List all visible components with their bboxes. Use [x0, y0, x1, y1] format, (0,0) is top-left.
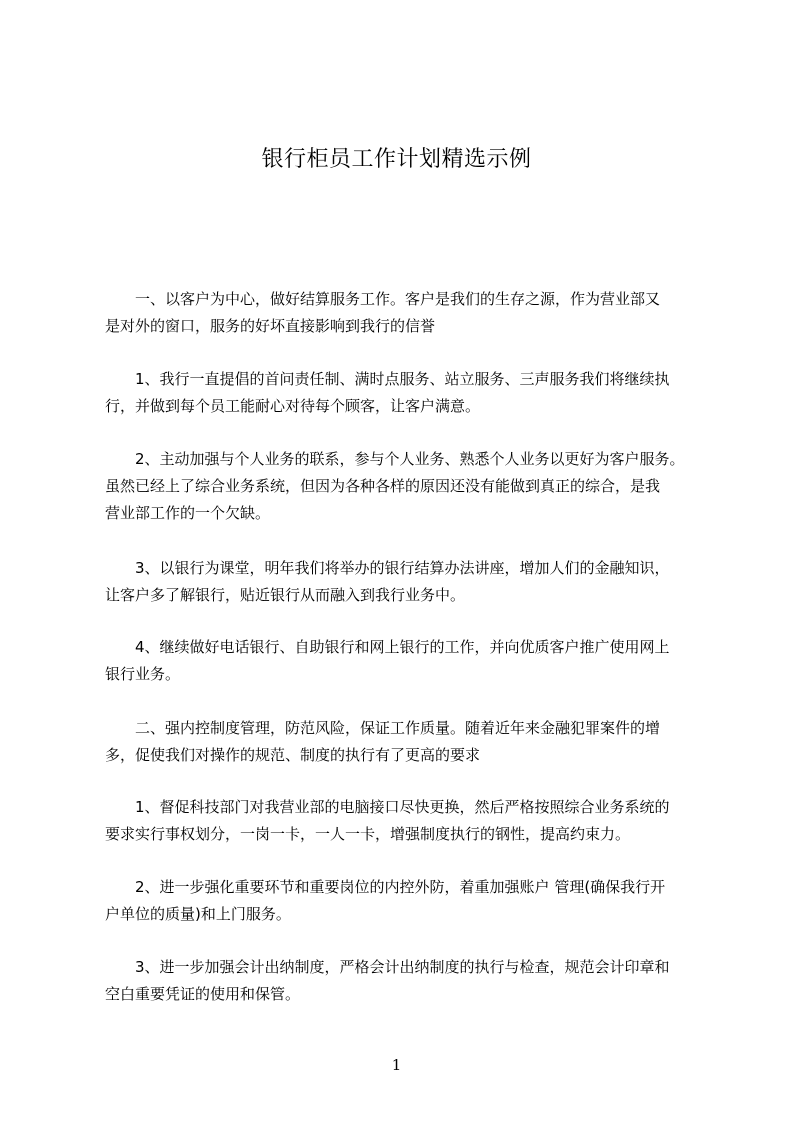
paragraph-2 — [105, 366, 717, 420]
paragraph-line: 多，促使我们对操作的规范、制度的执行有了更高的要求 — [105, 746, 481, 764]
paragraph-line: 3、进一步加强会计出纳制度，严格会计出纳制度的执行与检查，规范会计印章和 — [135, 958, 670, 976]
paragraph-5 — [105, 634, 717, 688]
document-title: 银行柜员工作计划精选示例 — [261, 147, 532, 172]
paragraph-8 — [105, 874, 717, 928]
paragraph-7 — [105, 794, 717, 848]
paragraph-line: 虽然已经上了综合业务系统，但因为各种各样的原因还没有能做到真正的综合，是我 — [105, 477, 661, 495]
paragraph-4 — [105, 555, 717, 609]
paragraph-line: 要求实行事权划分，一岗一卡，一人一卡，增强制度执行的钢性，提高约束力。 — [105, 825, 631, 843]
paragraph-line: 营业部工作的一个欠缺。 — [105, 504, 271, 522]
paragraph-line: 银行业务。 — [105, 665, 181, 683]
paragraph-line: 行，并做到每个员工能耐心对待每个顾客，让客户满意。 — [105, 397, 481, 415]
paragraph-line: 2、进一步强化重要环节和重要岗位的内控外防，着重加强账户 管理(确保我行开 — [135, 878, 666, 896]
paragraph-1 — [105, 286, 717, 340]
paragraph-line: 2、主动加强与个人业务的联系，参与个人业务、熟悉个人业务以更好为客户服务。 — [135, 450, 685, 468]
paragraph-line: 1、督促科技部门对我营业部的电脑接口尽快更换，然后严格按照综合业务系统的 — [135, 798, 670, 816]
paragraph-line: 1、我行一直提倡的首问责任制、满时点服务、站立服务、三声服务我们将继续执 — [135, 370, 670, 388]
paragraph-line: 4、继续做好电话银行、自助银行和网上银行的工作，并向优质客户推广使用网上 — [135, 638, 670, 656]
paragraph-6 — [105, 715, 717, 769]
paragraph-9 — [105, 954, 717, 1008]
paragraph-line: 让客户多了解银行，贴近银行从而融入到我行业务中。 — [105, 586, 466, 604]
paragraph-line: 是对外的窗口，服务的好坏直接影响到我行的信誉 — [105, 317, 436, 335]
paragraph-line: 二、强内控制度管理，防范风险，保证工作质量。随着近年来金融犯罪案件的增 — [135, 719, 661, 737]
page-number: 1 — [391, 1056, 402, 1074]
paragraph-line: 一、以客户为中心，做好结算服务工作。客户是我们的生存之源，作为营业部又 — [135, 290, 661, 308]
paragraph-line: 空白重要凭证的使用和保管。 — [105, 985, 301, 1003]
paragraph-3 — [105, 446, 717, 527]
paragraph-line: 3、以银行为课堂，明年我们将举办的银行结算办法讲座，增加人们的金融知识， — [135, 559, 670, 577]
paragraph-line: 户单位的质量)和上门服务。 — [105, 905, 291, 923]
